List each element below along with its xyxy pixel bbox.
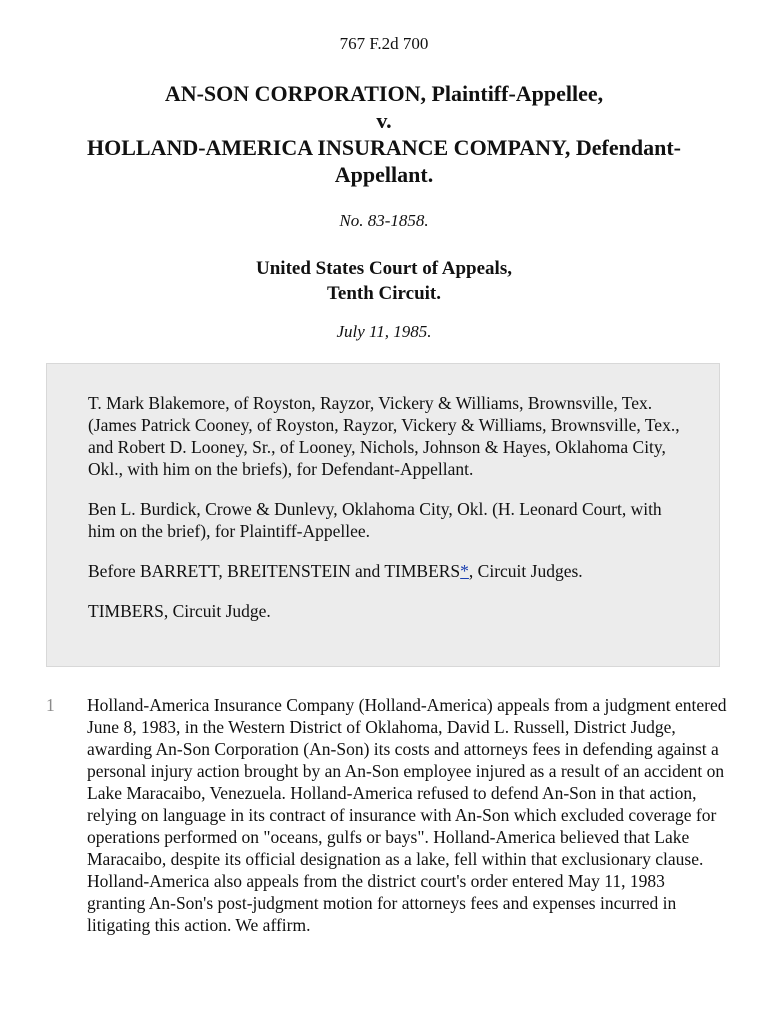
docket-number: No. 83-1858. xyxy=(339,211,429,230)
paragraph-text: Holland-America Insurance Company (Holland-America) appeals from a judgment entered June 8, 1983, in the Western District of Oklahoma, David L. Russell, District Judge, awarding An-Son Corporation (An-Son) its costs and attorneys fees in defending against a personal injury action brought by an An-Son employee injured as a result of an accident on Lake Maracaibo, Venezuela. Holland-America refused to defend An-Son in that action, relying on language in its contract of insurance with An-Son which excluded coverage for operations performed on "oceans, gulfs or bays". Holland-America believed that Lake Maracaibo, despite its official designation as a lake, fell within that exclusionary clause. Holland-America also appeals from the district court's order entered May 11, 1983 granting An-Son's post-judgment motion for attorneys fees and expenses incurred in litigating this action. We affirm. xyxy=(87,695,727,935)
appellee-counsel: Ben L. Burdick, Crowe & Dunlevy, Oklahoma City, Okl. (H. Leonard Court, with him on the brief), for Plaintiff-Appellee. xyxy=(88,499,662,541)
court-name-line1: United States Court of Appeals, xyxy=(256,258,512,279)
court-name xyxy=(0,256,768,306)
court-name-line2: Tenth Circuit. xyxy=(326,283,442,304)
case-citation: 767 F.2d 700 xyxy=(339,34,429,53)
judges-panel xyxy=(88,560,689,582)
caption-defendant-role: Appellant. xyxy=(334,162,434,187)
footnote-link[interactable]: * xyxy=(460,561,469,581)
decision-date: July 11, 1985. xyxy=(336,322,432,341)
caption-plaintiff: AN-SON CORPORATION, Plaintiff-Appellee, xyxy=(164,81,604,106)
caption-defendant: HOLLAND-AMERICA INSURANCE COMPANY, Defendant- xyxy=(86,135,681,160)
appellant-counsel: T. Mark Blakemore, of Royston, Rayzor, Vickery & Williams, Brownsville, Tex. (James Patrick Cooney, of Royston, Rayzor, Vickery & Williams, Brownsville, Tex., and Robert D. Looney, Sr., of Looney, Nichols, Johnson & Hayes, Oklahoma City, Okl., with him on the briefs), for Defendant-Appellant. xyxy=(88,393,680,479)
judges-panel-suffix: , Circuit Judges. xyxy=(468,561,583,581)
judges-panel-text: Before BARRETT, BREITENSTEIN and TIMBERS xyxy=(88,561,461,581)
caption-versus: v. xyxy=(376,108,392,133)
case-caption xyxy=(40,80,728,188)
attorneys-panel xyxy=(46,363,720,667)
paragraph-number: 1 xyxy=(46,695,55,715)
opinion-author: TIMBERS, Circuit Judge. xyxy=(88,601,271,621)
